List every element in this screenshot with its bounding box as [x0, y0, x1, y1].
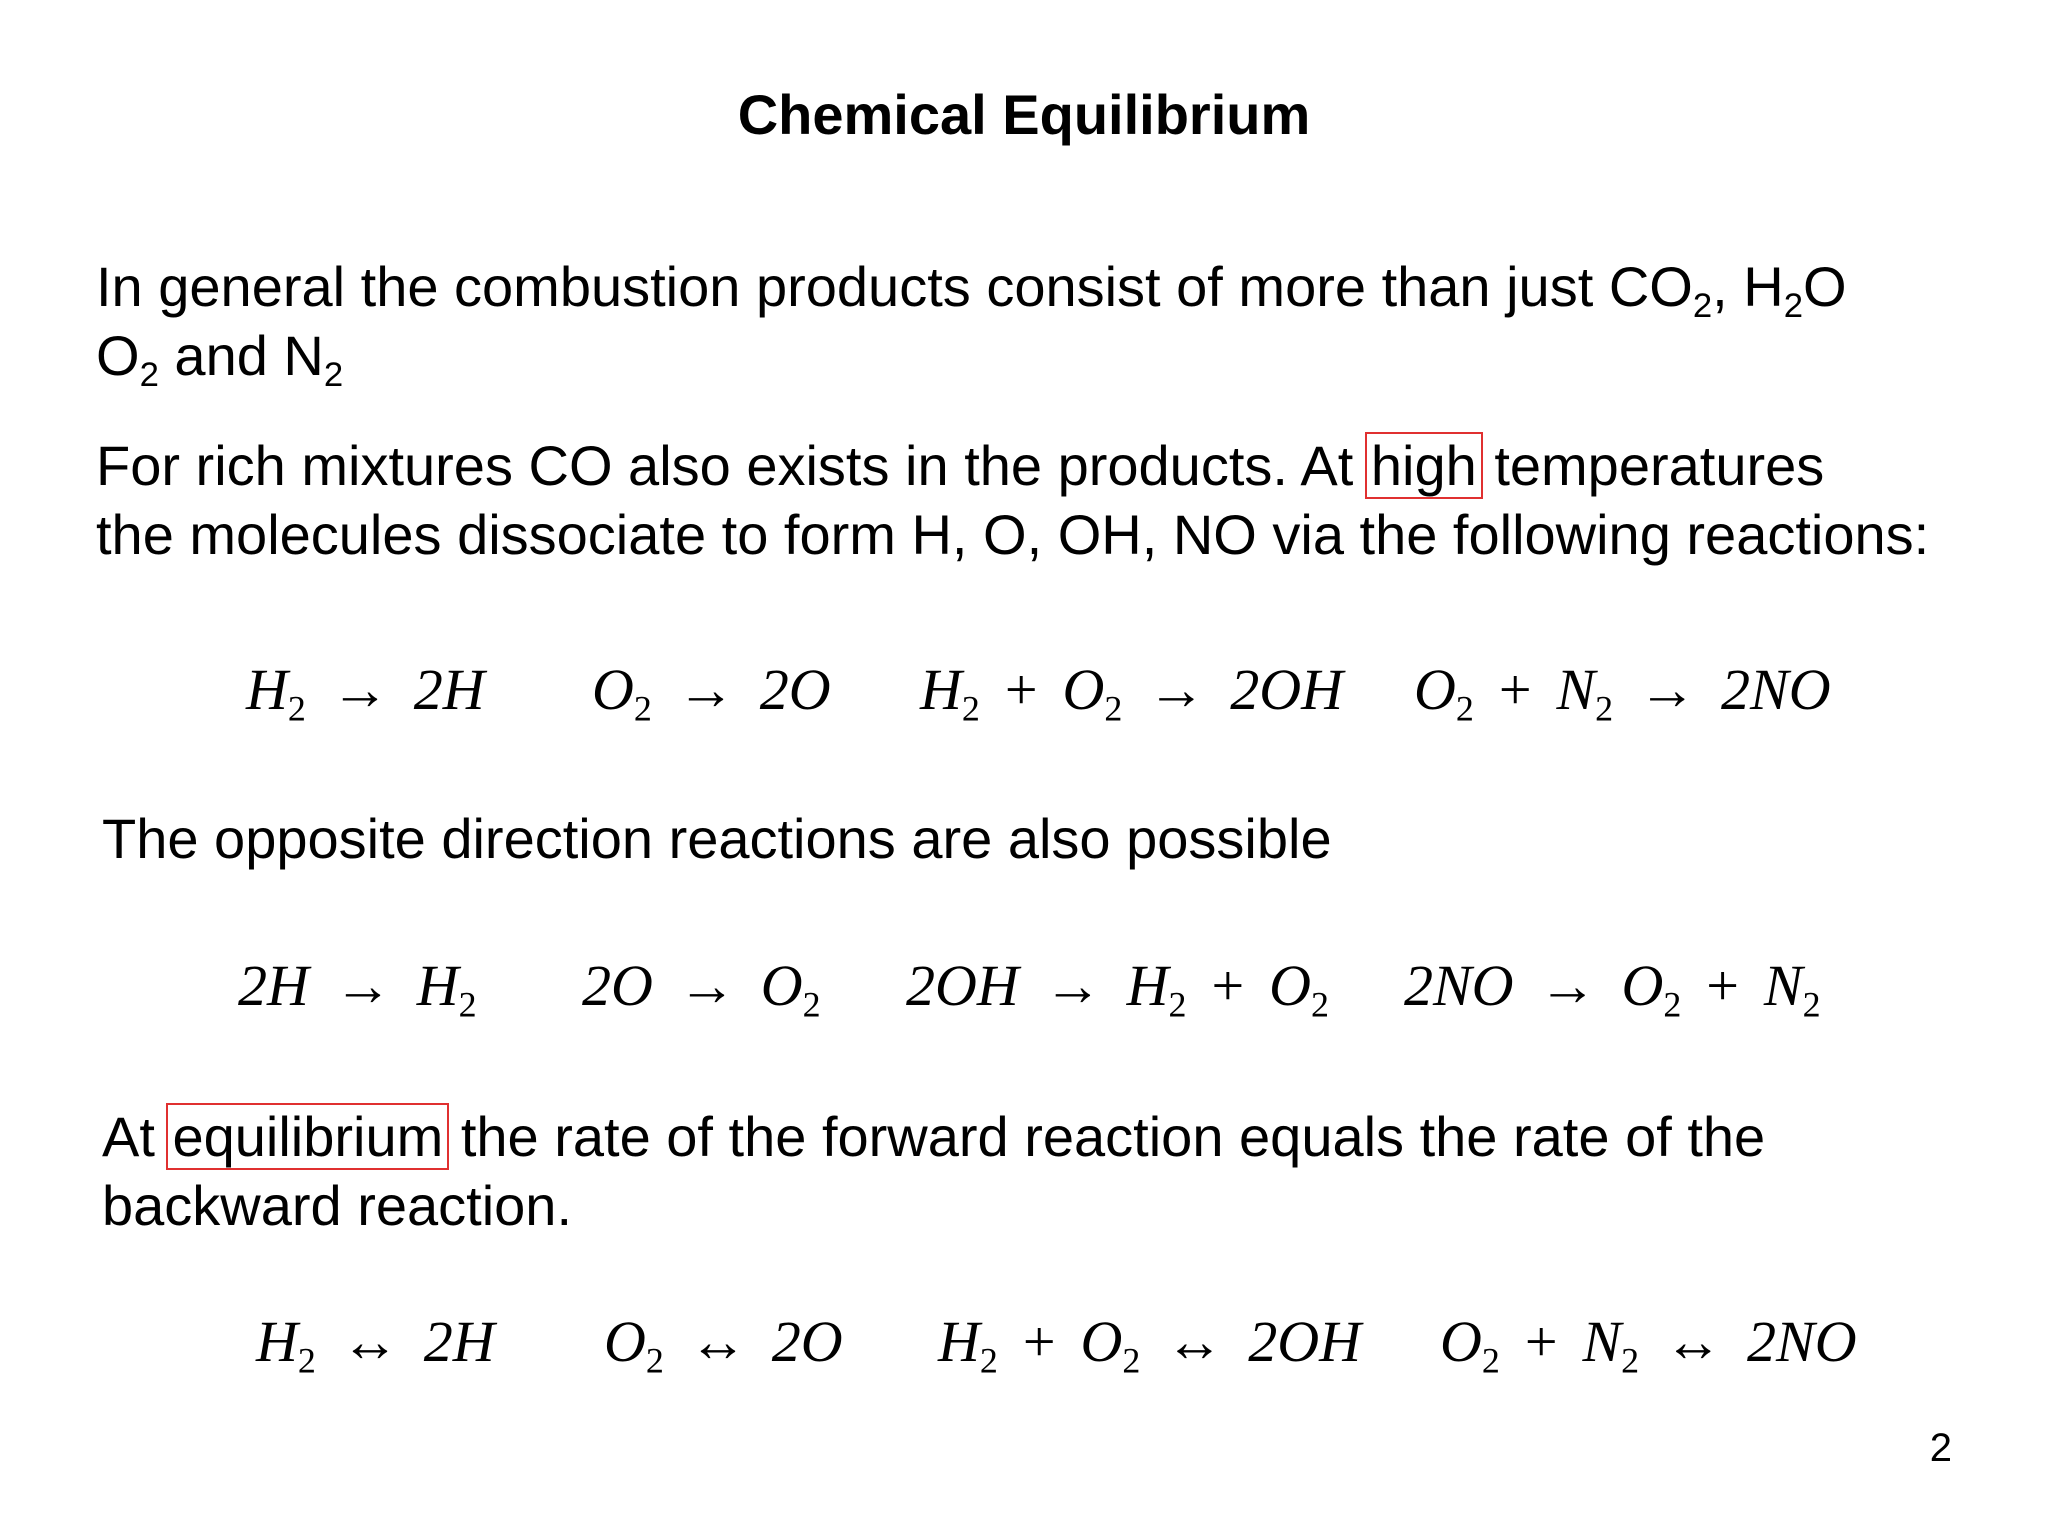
subscript: 2	[1783, 287, 1804, 326]
subscript: 2	[1802, 984, 1821, 1025]
subscript: 2	[1104, 688, 1123, 729]
text: backward reaction.	[102, 1174, 573, 1237]
species: H	[920, 657, 962, 722]
species: H	[1126, 953, 1169, 1018]
species: 2H	[413, 657, 485, 722]
arrow-operator: →	[1132, 657, 1220, 722]
species: 2NO	[1404, 953, 1514, 1018]
species: N	[1582, 1309, 1622, 1374]
equation-row-forward	[0, 650, 2048, 730]
species: 2O	[759, 657, 831, 722]
equation-oh-decomposition	[906, 946, 1329, 1026]
arrow-operator: →	[1524, 953, 1612, 1018]
subscript: 2	[645, 1340, 664, 1381]
highlight-box-equilibrium: equilibrium	[166, 1103, 449, 1170]
species: H	[416, 953, 459, 1018]
plus-operator: +	[990, 657, 1053, 722]
species: N	[1763, 953, 1803, 1018]
species: 2H	[423, 1309, 495, 1374]
equation-no-equilibrium	[1440, 1302, 1857, 1382]
subscript: 2	[802, 984, 821, 1025]
line	[102, 1171, 1765, 1240]
arrow-operator: →	[316, 657, 404, 722]
subscript: 2	[979, 1340, 998, 1381]
text: the rate of the forward reaction equals the rate of the	[445, 1105, 1766, 1168]
subscript: 2	[458, 984, 477, 1025]
subscript: 2	[1122, 1340, 1141, 1381]
equation-row-reverse	[0, 946, 2048, 1026]
subscript: 2	[1663, 984, 1682, 1025]
plus-operator: +	[1008, 1309, 1071, 1374]
subscript: 2	[633, 688, 652, 729]
paragraph-combustion-products	[96, 252, 1847, 395]
plus-operator: +	[1691, 953, 1754, 1018]
equation-o2-dissociation	[592, 650, 831, 730]
text: In general the combustion products consist of more than just CO	[96, 255, 1693, 318]
paragraph-equilibrium	[102, 1102, 1765, 1240]
line	[96, 252, 1847, 326]
double-arrow-operator: ↔	[326, 1309, 414, 1374]
subscript: 2	[139, 356, 159, 395]
species: O	[1062, 657, 1105, 722]
subscript: 2	[1595, 688, 1614, 729]
species: 2NO	[1747, 1309, 1857, 1374]
species: O	[1269, 953, 1312, 1018]
highlight-box-high: high	[1365, 432, 1483, 499]
text: O	[96, 324, 140, 387]
species: N	[1556, 657, 1596, 722]
arrow-operator: →	[662, 657, 750, 722]
species: 2O	[771, 1309, 843, 1374]
text: At	[102, 1105, 171, 1168]
equation-oh-formation	[920, 650, 1343, 730]
equation-row-equilibrium	[0, 1302, 2048, 1382]
species: O	[1621, 953, 1664, 1018]
subscript: 2	[1455, 688, 1474, 729]
text: O	[1803, 255, 1847, 318]
paragraph-opposite-direction	[102, 804, 1332, 873]
species: O	[592, 657, 634, 722]
species: O	[1414, 657, 1456, 722]
subscript: 2	[297, 1340, 316, 1381]
text: , H	[1712, 255, 1784, 318]
species: O	[1440, 1309, 1482, 1374]
equation-oh-equilibrium	[938, 1302, 1361, 1382]
arrow-operator: →	[1623, 657, 1711, 722]
equation-o2-equilibrium	[604, 1302, 843, 1382]
paragraph-rich-mixtures	[96, 431, 1929, 569]
subscript: 2	[1692, 287, 1713, 326]
page-number: 2	[1929, 1426, 1952, 1470]
subscript: 2	[1311, 984, 1329, 1025]
species: 2H	[238, 953, 309, 1018]
subscript: 2	[287, 688, 306, 729]
line	[96, 500, 1929, 569]
species: 2OH	[906, 953, 1019, 1018]
species: 2O	[582, 953, 653, 1018]
line: The opposite direction reactions are also possible	[102, 807, 1332, 870]
line	[96, 321, 1847, 395]
equation-h2-dissociation	[246, 650, 485, 730]
arrow-operator: →	[319, 953, 407, 1018]
double-arrow-operator: ↔	[1150, 1309, 1238, 1374]
subscript: 2	[1481, 1340, 1500, 1381]
text: the molecules dissociate to form H, O, OH, NO via the following reactions:	[96, 503, 1930, 566]
equation-no-decomposition	[1404, 946, 1821, 1026]
species: O	[604, 1309, 646, 1374]
double-arrow-operator: ↔	[1649, 1309, 1737, 1374]
subscript: 2	[323, 356, 344, 395]
text: temperatures	[1478, 434, 1825, 497]
line	[102, 1102, 1765, 1171]
species: O	[1080, 1309, 1123, 1374]
text: and N	[158, 324, 324, 387]
species: H	[256, 1309, 298, 1374]
line	[96, 431, 1929, 500]
plus-operator: +	[1510, 1309, 1573, 1374]
text: For rich mixtures CO also exists in the products. At	[96, 434, 1369, 497]
plus-operator: +	[1484, 657, 1547, 722]
double-arrow-operator: ↔	[674, 1309, 762, 1374]
equation-h-recombination	[238, 946, 477, 1026]
species: 2OH	[1248, 1309, 1361, 1374]
species: H	[246, 657, 288, 722]
equation-no-formation	[1414, 650, 1831, 730]
subscript: 2	[1621, 1340, 1640, 1381]
equation-h2-equilibrium	[256, 1302, 495, 1382]
species: 2NO	[1721, 657, 1831, 722]
plus-operator: +	[1196, 953, 1259, 1018]
subscript: 2	[961, 688, 980, 729]
arrow-operator: →	[1029, 953, 1117, 1018]
arrow-operator: →	[663, 953, 751, 1018]
equation-o-recombination	[582, 946, 821, 1026]
species: H	[938, 1309, 980, 1374]
slide-title: Chemical Equilibrium	[737, 83, 1311, 146]
species: O	[760, 953, 803, 1018]
species: 2OH	[1230, 657, 1343, 722]
subscript: 2	[1168, 984, 1187, 1025]
